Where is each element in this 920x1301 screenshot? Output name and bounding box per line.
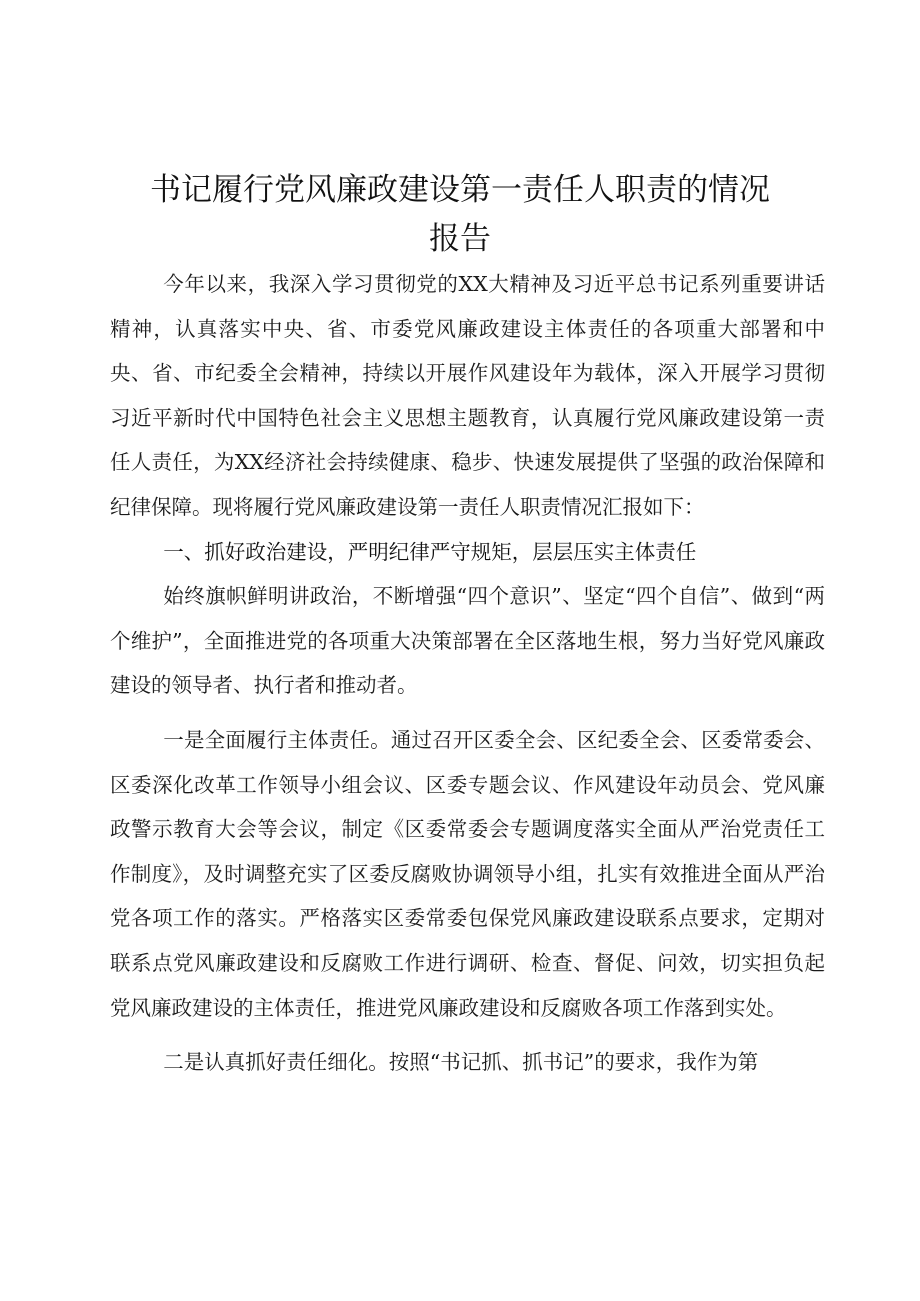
paragraph-gap [110, 1030, 825, 1040]
section-heading-1: 一、抓好政治建设，严明纪律严守规矩，层层压实主体责任 [163, 539, 697, 564]
report-body [110, 262, 825, 1085]
section-1-paragraph-1: 始终旗帜鲜明讲政治，不断增强“四个意识”、坚定“四个自信”、做到“两个维护”，全面推进党的各项重大决策部署在全区落地生根，努力当好党风廉政建设的领导者、执行者和推动者。 [110, 584, 825, 698]
paragraph-gap [110, 708, 825, 718]
section-1-paragraph-3: 二是认真抓好责任细化。按照“书记抓、抓书记”的要求，我作为第 [163, 1050, 759, 1075]
report-title-line-1: 书记履行党风廉政建设第一责任人职责的情况 [150, 172, 770, 208]
report-title-line-2: 报告 [429, 221, 491, 257]
section-1-paragraph-2: 一是全面履行主体责任。通过召开区委全会、区纪委全会、区委常委会、区委深化改革工作领导小组会议、区委专题会议、作风建设年动员会、党风廉政警示教育大会等会议，制定《区委常委会专题调度落实全面从严治党责任工作制度》，及时调整充实了区委反腐败协调领导小组，扎实有效推进全面从严治党各项工作的落实。严格落实区委常委包保党风廉政建设联系点要求，定期对联系点党风廉政建设和反腐败工作进行调研、检查、督促、问效，切实担负起党风廉政建设的主体责任，推进党风廉政建设和反腐败各项工作落到实处。 [110, 727, 825, 1020]
intro-paragraph: 今年以来，我深入学习贯彻党的XX大精神及习近平总书记系列重要讲话精神，认真落实中央、省、市委党风廉政建设主体责任的各项重大部署和中央、省、市纪委全会精神，持续以开展作风建设年为载体，深入开展学习贯彻习近平新时代中国特色社会主义思想主题教育，认真履行党风廉政建设第一责任人责任，为XX经济社会持续健康、稳步、快速发展提供了坚强的政治保障和纪律保障。现将履行党风廉政建设第一责任人职责情况汇报如下： [110, 272, 825, 519]
